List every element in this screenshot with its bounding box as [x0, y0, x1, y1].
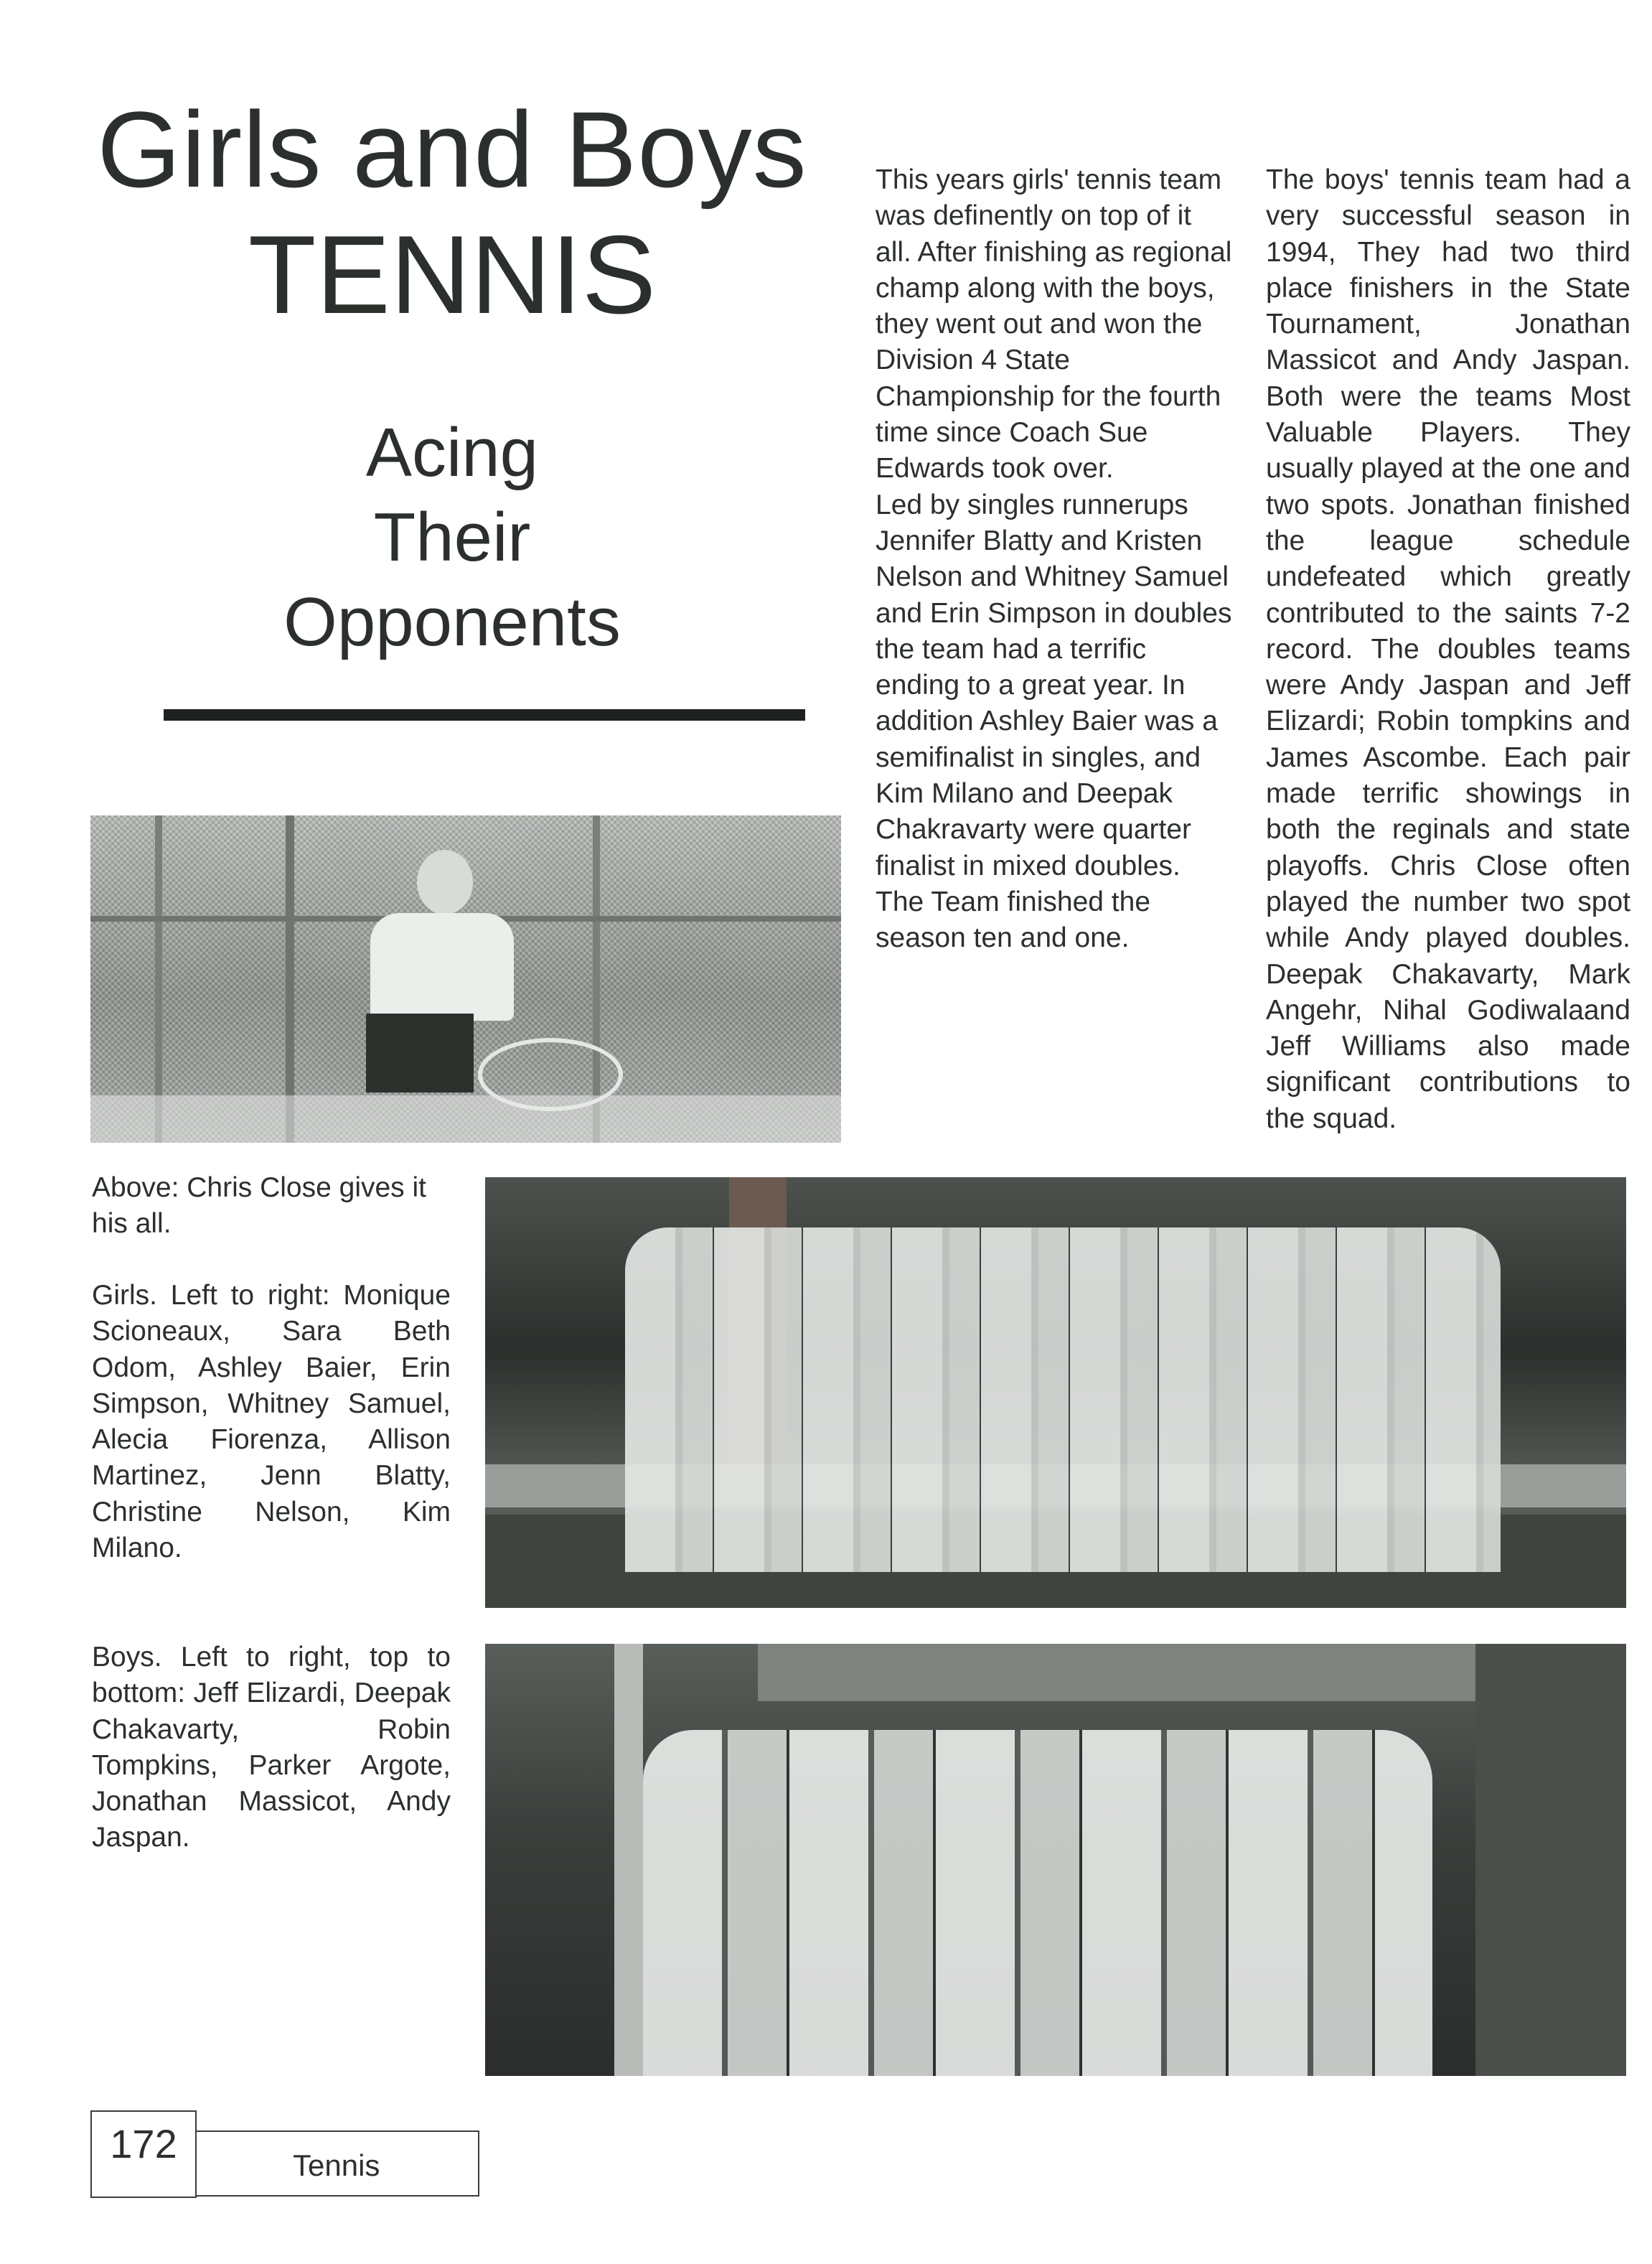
caption-girls-team: Girls. Left to right: Monique Scioneaux, Sara Beth Odom, Ashley Baier, Erin Simpson, Whitney Samuel, Alecia Fiorenza, Allison Martinez, Jenn Blatty, Christine Nelson, Kim Milano. [92, 1280, 451, 1564]
page-footer [90, 2121, 479, 2197]
subtitle-line-2: Their [373, 499, 531, 576]
page-number-box [90, 2110, 197, 2198]
headline-divider [164, 709, 805, 721]
caption-boys-team: Boys. Left to right, top to bottom: Jeff Elizardi, Deepak Chakavarty, Robin Tompkins, Parker Argote, Jonathan Massicot, Andy Jaspan. [92, 1642, 451, 1853]
subtitle-line-1: Acing [365, 414, 539, 491]
girls-story-column [876, 162, 1234, 957]
photo-girls-team [485, 1177, 1626, 1608]
section-name: Tennis [293, 2148, 380, 2182]
page-title-sport: TENNIS [248, 212, 657, 337]
boys-story-paragraph: The boys' tennis team had a very successful season in 1994, They had two third place finishers in the State Tournament, Jonathan Massicot and Andy Jaspan. Both were the teams Most Valuable Players. They usually played at the one and two spots. Jonathan finished the league schedule undefeated which greatly contributed to the saints 7-2 record. The doubles teams were Andy Jaspan and Jeff Elizardi; Robin tompkins and James Ascombe. Each pair made terrific showings in both the reginals and state playoffs. Chris Close often played the number two spot while Andy played doubles. Deepak Chakavarty, Mark Angehr, Nihal Godiwalaand Jeff Williams also made significant contributions to the squad. [1266, 164, 1630, 1134]
caption-top-photo: Above: Chris Close gives it his all. [92, 1172, 427, 1240]
girls-story-paragraph: Led by singles runnerups Jennifer Blatty and Kristen Nelson and Whitney Samuel and Erin Simpson in doubles the team had a terrific ending to a great year. In addition Ashley Baier was a semifinalist in singles, and Kim Milano and Deepak Chakravarty were quarter finalist in mixed doubles. [876, 489, 1232, 881]
subtitle-line-3: Opponents [283, 584, 621, 660]
photo-boys-team [485, 1644, 1626, 2076]
girls-story-paragraph: The Team finished the season ten and one. [876, 886, 1151, 954]
page-number: 172 [110, 2121, 177, 2166]
boys-story-column [1266, 162, 1630, 1137]
girls-story-paragraph: This years girls' tennis team was definently on top of it all. After finishing as regional champ along with the boys, they went out and won the Division 4 State Championship for the fourth time since Coach Sue Edwards took over. [876, 164, 1232, 485]
photo-player-serving [90, 815, 841, 1143]
page-title: Girls and Boys [97, 89, 807, 210]
